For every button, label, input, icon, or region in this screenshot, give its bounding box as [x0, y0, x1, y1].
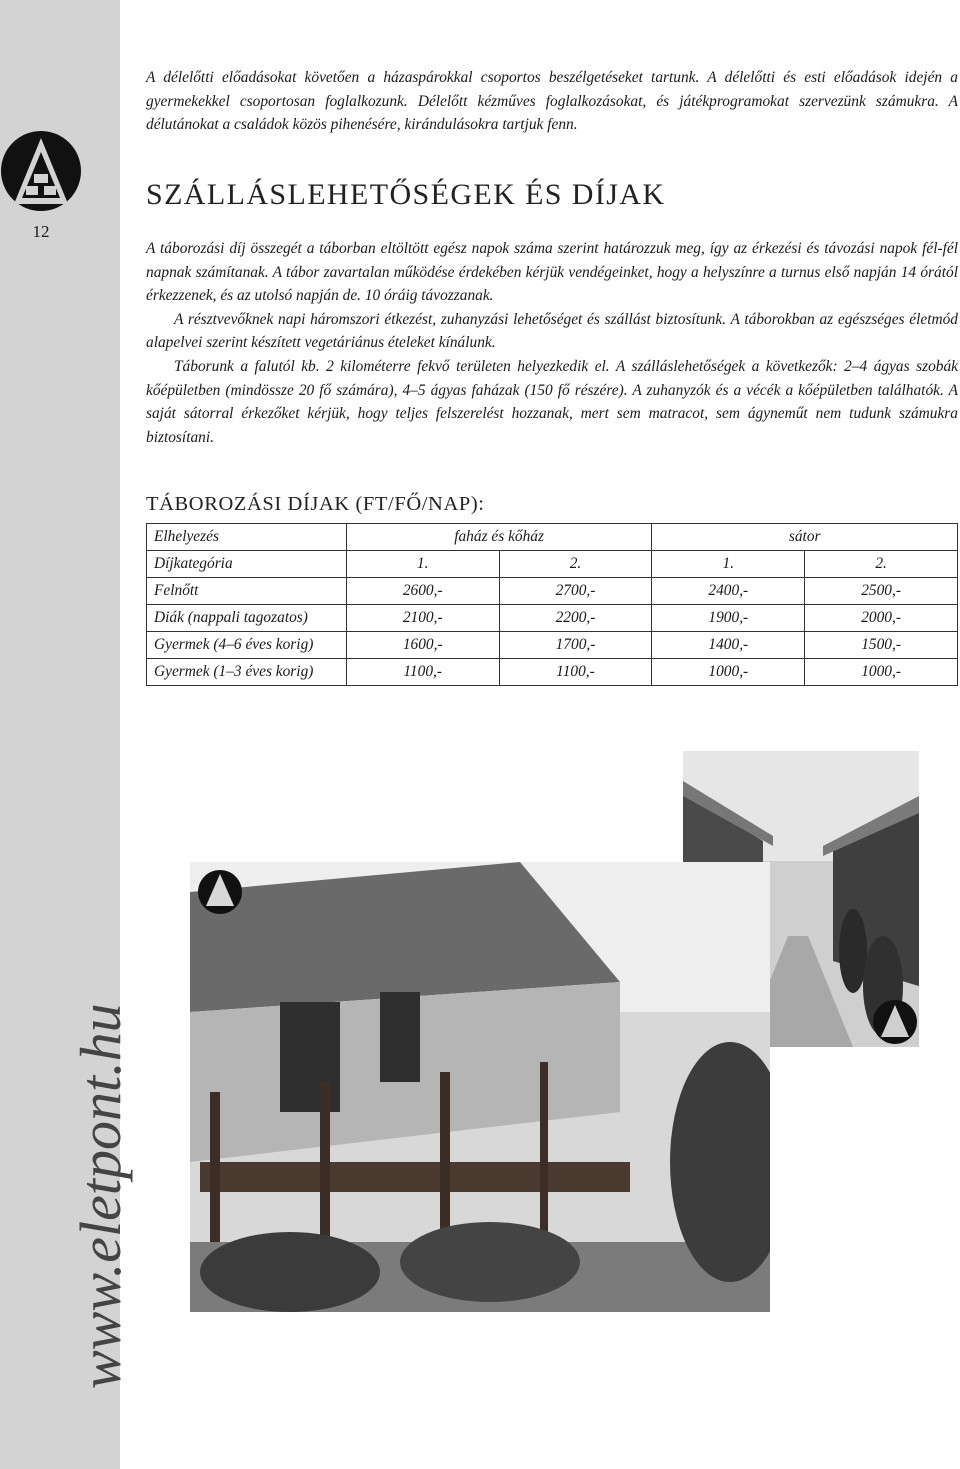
body-text-block: [146, 237, 958, 449]
table-cell: 1400,-: [652, 632, 805, 659]
fees-heading: TÁBOROZÁSI DÍJAK (FT/FŐ/NAP):: [146, 493, 485, 515]
table-cell: 1.: [346, 551, 499, 578]
sidebar: [0, 0, 133, 1469]
table-cell: 1100,-: [499, 659, 652, 686]
table-cell: Gyermek (4–6 éves korig): [147, 632, 347, 659]
table-cell: 1000,-: [652, 659, 805, 686]
table-cell: faház és kőház: [346, 524, 652, 551]
table-cell: 2.: [499, 551, 652, 578]
table-cell: Gyermek (1–3 éves korig): [147, 659, 347, 686]
table-cell: 1700,-: [499, 632, 652, 659]
photo-house-porch: [190, 862, 770, 1312]
table-cell: 2400,-: [652, 578, 805, 605]
table-cell: 1900,-: [652, 605, 805, 632]
table-row: [147, 632, 958, 659]
table-cell: 2.: [805, 551, 958, 578]
eletpont-logo-icon: [0, 128, 82, 214]
table-row: [147, 605, 958, 632]
table-cell: 1600,-: [346, 632, 499, 659]
page-number: 12: [32, 222, 50, 241]
photo-house-porch-image: [190, 862, 770, 1312]
table-cell: 2000,-: [805, 605, 958, 632]
table-cell: 1000,-: [805, 659, 958, 686]
intro-paragraph: A délelőtti előadásokat követően a házaspárokkal csoportos beszélgetéseket tartunk. A délelőtti és esti előadások idején a gyermekekkel csoportosan foglalkozunk. Délelőtt kézműves foglalkozásokat, és játékprogramokat szervezünk számukra. A délutánokat a családok közös pihenésére, kirándulásokra tartjuk fenn.: [146, 69, 958, 134]
table-cell: 2600,-: [346, 578, 499, 605]
table-cell: Diák (nappali tagozatos): [147, 605, 347, 632]
table-category-row: [147, 551, 958, 578]
website-url: www.eletpont.hu: [68, 1003, 133, 1389]
table-header-row: [147, 524, 958, 551]
table-cell: 1100,-: [346, 659, 499, 686]
table-cell: 2500,-: [805, 578, 958, 605]
table-row: [147, 659, 958, 686]
table-cell: 2100,-: [346, 605, 499, 632]
table-cell: 2200,-: [499, 605, 652, 632]
paragraph-arrival: A táborozási díj összegét a táborban eltöltött egész napok száma szerint határozzuk meg, így az érkezési és távozási napok fél-fél napnak számítanak. A tábor zavartalan működése érdekében kérjük vendégeinket, hogy a helyszínre a turnus első napján 14 órától érkezzenek, és az utolsó napján de. 10 óráig távozzanak.: [146, 240, 958, 305]
intro-text-block: [146, 66, 958, 137]
fees-table: [146, 523, 958, 686]
table-cell: 2700,-: [499, 578, 652, 605]
paragraph-accommodation: Táborunk a falutól kb. 2 kilométerre fekvő területen helyezkedik el. A szálláslehetőségek a következők: 2–4 ágyas szobák kőépületben (mindössze 20 fő számára), 4–5 ágyas faházak (150 fő részére). A zuhanyzók és a vécék a kőépületben találhatók. A saját sátorral érkezőket kérjük, hogy teljes felszerelést hozzanak, mert sem matracot, sem ágyneműt nem tudunk számukra biztosítani.: [146, 357, 958, 446]
table-cell: 1.: [652, 551, 805, 578]
table-cell: Elhelyezés: [147, 524, 347, 551]
table-cell: Felnőtt: [147, 578, 347, 605]
table-cell: sátor: [652, 524, 958, 551]
paragraph-meals: A résztvevőknek napi háromszori étkezést, zuhanyzási lehetőséget és szállást biztosítunk. A táborokban az egészséges életmód alapelvei szerint készített vegetáriánus ételeket kínálunk.: [146, 310, 958, 352]
table-row: [147, 578, 958, 605]
table-cell: 1500,-: [805, 632, 958, 659]
table-cell: Díjkategória: [147, 551, 347, 578]
page-heading: SZÁLLÁSLEHETŐSÉGEK ÉS DÍJAK: [146, 178, 666, 211]
